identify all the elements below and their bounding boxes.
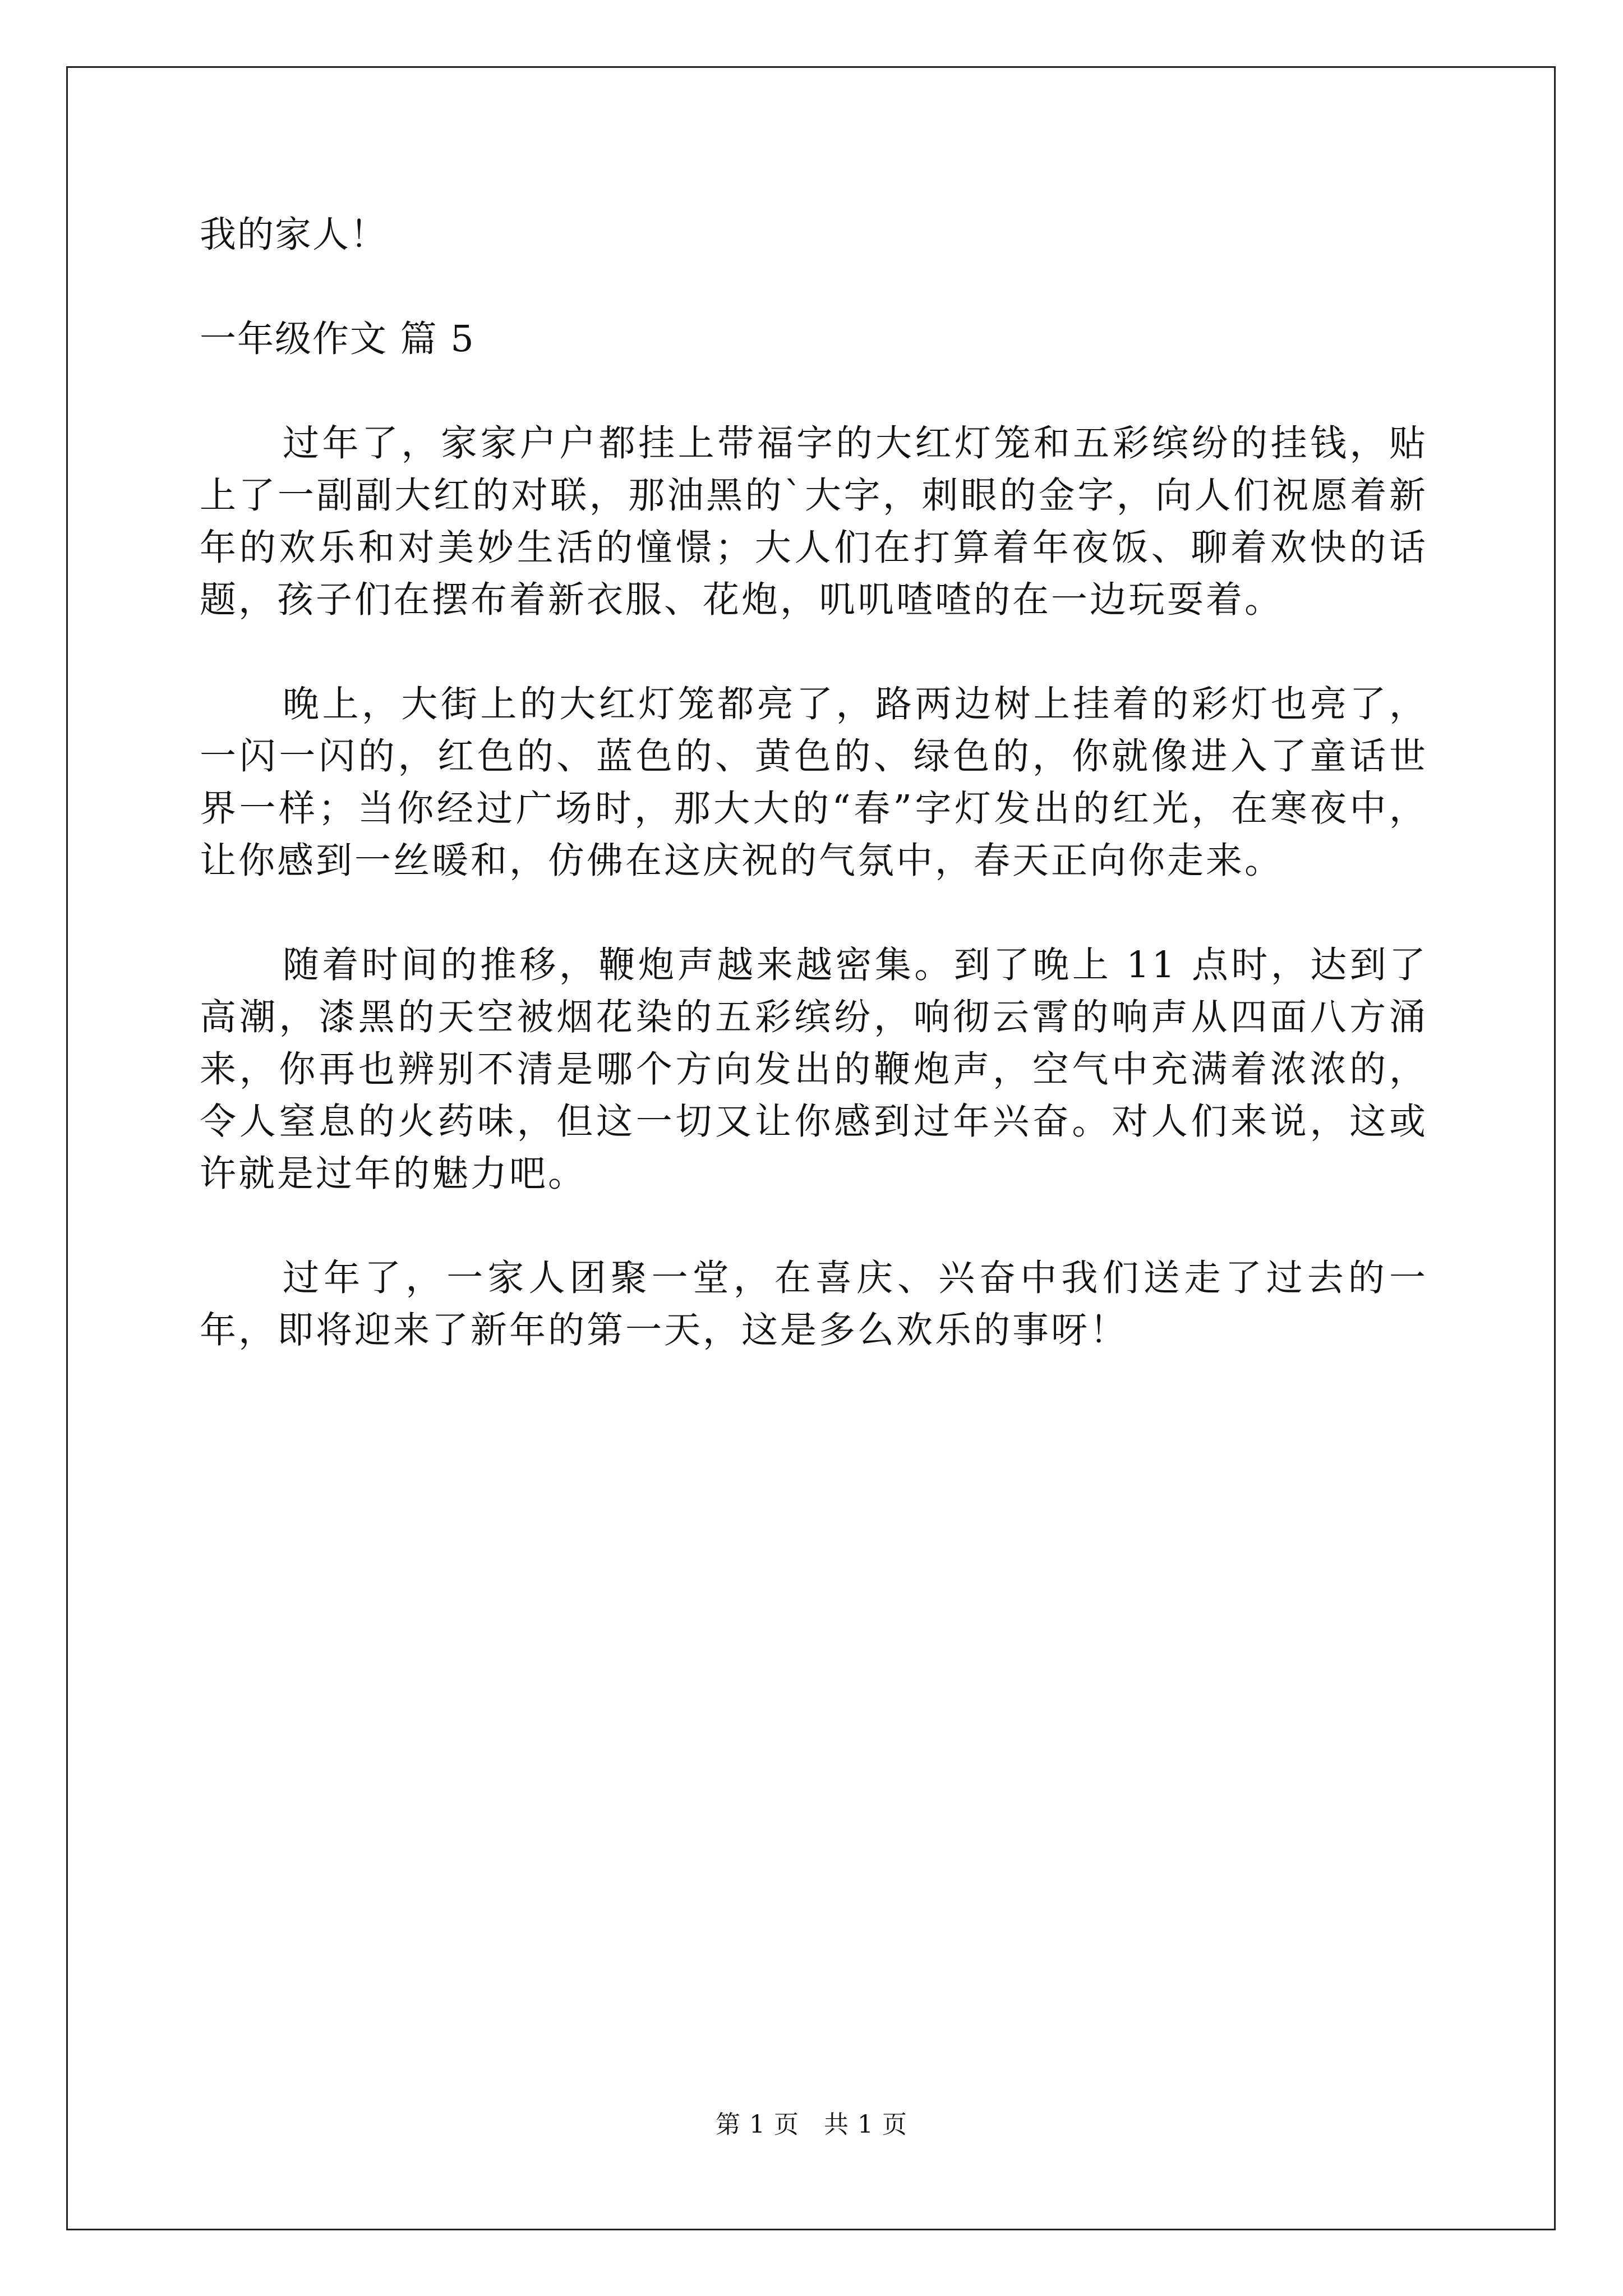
page-footer xyxy=(0,2108,1623,2142)
page-number: 第 1 页 xyxy=(716,2110,799,2139)
document-body xyxy=(200,209,1428,1356)
paragraph: 过年了，家家户户都挂上带福字的大红灯笼和五彩缤纷的挂钱，贴上了一副副大红的对联，那油黑的`大字，刺眼的金字，向人们祝愿着新年的欢乐和对美妙生活的憧憬；大人们在打算着年夜饭、聊着欢快的话题，孩子们在摆布着新衣服、花炮，叽叽喳喳的在一边玩耍着。 xyxy=(200,422,1428,621)
paragraph: 过年了，一家人团聚一堂，在喜庆、兴奋中我们送走了过去的一年，即将迎来了新年的第一天，这是多么欢乐的事呀！ xyxy=(200,1257,1428,1351)
closing-line: 我的家人！ xyxy=(200,214,388,256)
page-total: 共 1 页 xyxy=(824,2110,907,2139)
paragraph: 晚上，大街上的大红灯笼都亮了，路两边树上挂着的彩灯也亮了，一闪一闪的，红色的、蓝色的、黄色的、绿色的，你就像进入了童话世界一样；当你经过广场时，那大大的“春”字灯发出的红光，在寒夜中，让你感到一丝暖和，仿佛在这庆祝的气氛中，春天正向你走来。 xyxy=(200,683,1428,882)
paragraph: 随着时间的推移，鞭炮声越来越密集。到了晚上 11 点时，达到了高潮，漆黑的天空被烟花染的五彩缤纷，响彻云霄的响声从四面八方涌来，你再也辨别不清是哪个方向发出的鞭炮声，空气中充满着浓浓的，令人窒息的火药味，但这一切又让你感到过年兴奋。对人们来说，这或许就是过年的魅力吧。 xyxy=(200,944,1428,1195)
essay-heading: 一年级作文 篇 5 xyxy=(200,318,475,360)
